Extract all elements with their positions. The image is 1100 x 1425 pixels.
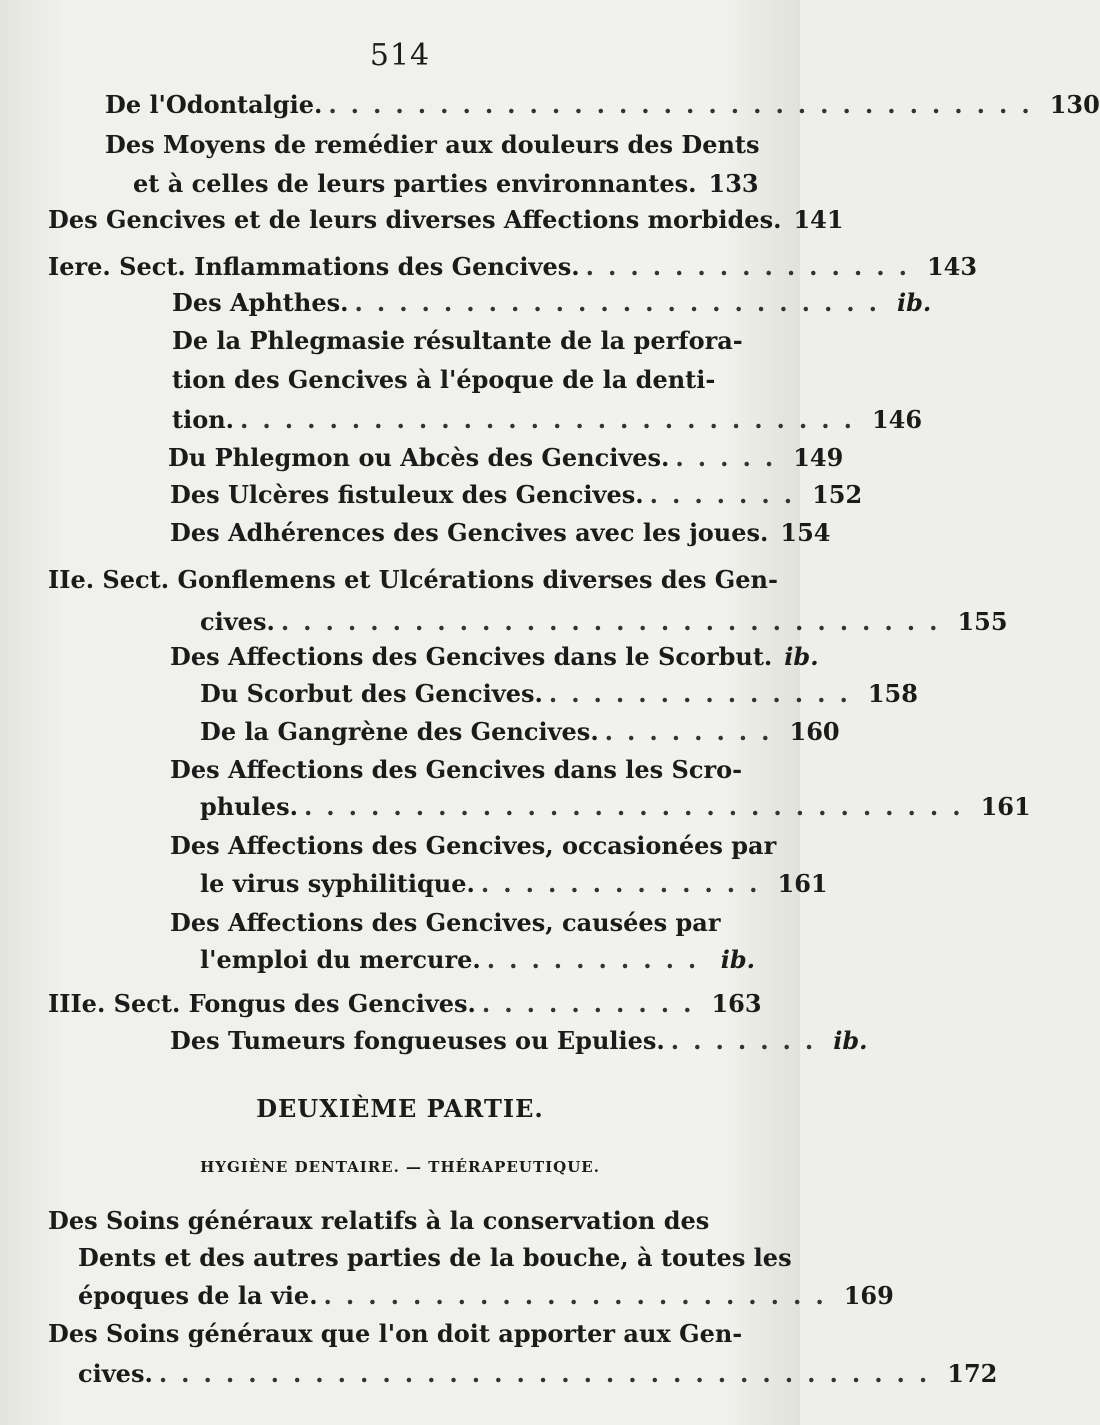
toc-line xyxy=(200,940,755,980)
toc-line xyxy=(200,787,1031,827)
toc-entry-text: Des Adhérences des Gencives avec les joues. xyxy=(170,518,769,547)
leader-dots: ..... xyxy=(675,443,788,472)
leader-dots: .............................. xyxy=(303,792,975,821)
toc-line xyxy=(48,560,778,600)
leader-dots: ........................ xyxy=(354,288,892,317)
toc-entry-text: le virus syphilitique. xyxy=(200,869,475,898)
part-heading: DEUXIÈME PARTIE. xyxy=(256,1094,544,1123)
toc-entry-text: De la Phlegmasie résultante de la perfora- xyxy=(172,326,743,355)
toc-line xyxy=(133,164,759,204)
toc-entry-text: Des Ulcères fistuleux des Gencives. xyxy=(170,480,644,509)
toc-line xyxy=(48,984,762,1024)
leader-dots: ....................... xyxy=(323,1281,838,1310)
toc-entry-text: tion des Gencives à l'époque de la denti- xyxy=(172,365,716,394)
leader-dots: ................................ xyxy=(328,90,1044,119)
toc-line xyxy=(200,674,918,714)
toc-entry-text: et à celles de leurs parties environnantes. xyxy=(133,169,697,198)
toc-line xyxy=(170,826,777,866)
toc-entry-text: Des Affections des Gencives dans le Scorbut. xyxy=(170,642,773,671)
leader-dots: .............................. xyxy=(280,607,952,636)
toc-line xyxy=(200,602,1008,642)
toc-entry-text: cives. xyxy=(200,607,275,636)
toc-line xyxy=(172,283,932,323)
toc-entry-text: De la Gangrène des Gencives. xyxy=(200,717,599,746)
toc-entry-page: 172 xyxy=(947,1359,998,1388)
toc-entry-text: Des Affections des Gencives, causées par xyxy=(170,908,721,937)
toc-entry-text: IIIe. Sect. Fongus des Gencives. xyxy=(48,989,476,1018)
toc-line xyxy=(78,1354,998,1394)
toc-line xyxy=(78,1276,894,1316)
toc-line xyxy=(170,637,819,677)
toc-entry-text: Du Phlegmon ou Abcès des Gencives. xyxy=(168,443,670,472)
leader-dots: .............. xyxy=(548,679,862,708)
toc-entry-page: 169 xyxy=(843,1281,894,1310)
toc-line xyxy=(78,1238,792,1278)
toc-entry-text: Des Tumeurs fongueuses ou Epulies. xyxy=(170,1026,665,1055)
toc-entry-page: 161 xyxy=(980,792,1031,821)
toc-entry-text: De l'Odontalgie. xyxy=(105,90,323,119)
toc-entry-text: Du Scorbut des Gencives. xyxy=(200,679,543,708)
toc-line xyxy=(168,438,844,478)
toc-entry-page: ib. xyxy=(897,288,932,317)
toc-entry-page: 155 xyxy=(957,607,1008,636)
toc-entry-text: l'emploi du mercure. xyxy=(200,945,481,974)
toc-entry-text: IIe. Sect. Gonflemens et Ulcérations diverses des Gen- xyxy=(48,565,778,594)
toc-line xyxy=(170,513,831,553)
toc-entry-page: ib. xyxy=(833,1026,868,1055)
part-subheading: HYGIÈNE DENTAIRE. — THÉRAPEUTIQUE. xyxy=(200,1158,600,1176)
toc-line xyxy=(105,125,760,165)
leader-dots: ............................ xyxy=(240,405,866,434)
toc-entry-page: 160 xyxy=(789,717,840,746)
toc-line xyxy=(200,864,828,904)
toc-entry-page: 146 xyxy=(871,405,923,434)
leader-dots: ............. xyxy=(480,869,772,898)
toc-entry-text: Des Soins généraux relatifs à la conservation des xyxy=(48,1206,710,1235)
toc-entry-page: 143 xyxy=(926,252,978,281)
leader-dots: ....... xyxy=(670,1026,828,1055)
toc-line xyxy=(170,903,755,943)
page-number: 514 xyxy=(369,38,431,73)
leader-dots: ................................... xyxy=(158,1359,942,1388)
toc-entry-page: 158 xyxy=(867,679,918,708)
toc-entry-text: Dents et des autres parties de la bouche, à toutes les xyxy=(78,1243,792,1272)
toc-entry-text: tion. xyxy=(172,405,235,434)
toc-line xyxy=(172,321,755,361)
toc-line xyxy=(48,1201,755,1241)
toc-line xyxy=(172,400,923,440)
toc-entry-page: 149 xyxy=(793,443,844,472)
toc-entry-page: 152 xyxy=(812,480,863,509)
toc-entry-text: Des Aphthes. xyxy=(172,288,349,317)
leader-dots: ........ xyxy=(604,717,784,746)
toc-entry-page: 161 xyxy=(777,869,828,898)
toc-line xyxy=(170,475,863,515)
toc-entry-text: Des Soins généraux que l'on doit apporter aux Gen- xyxy=(48,1319,743,1348)
toc-line xyxy=(48,1314,755,1354)
toc-line xyxy=(170,1021,868,1061)
leader-dots: .......... xyxy=(486,945,711,974)
toc-entry-page: ib. xyxy=(720,945,755,974)
toc-entry-text: Des Gencives et de leurs diverses Affections morbides. xyxy=(48,205,782,234)
toc-entry-page: 163 xyxy=(711,989,762,1018)
toc-entry-text: cives. xyxy=(78,1359,153,1388)
toc-entry-text: Des Affections des Gencives, occasionées par xyxy=(170,831,777,860)
toc-entry-text: Des Affections des Gencives dans les Scro- xyxy=(170,755,743,784)
toc-entry-text: époques de la vie. xyxy=(78,1281,318,1310)
toc-entry-page: 154 xyxy=(780,518,831,547)
leader-dots: ............... xyxy=(585,252,921,281)
toc-line xyxy=(200,712,840,752)
toc-line xyxy=(48,200,844,240)
toc-entry-text: Iere. Sect. Inflammations des Gencives. xyxy=(48,252,580,281)
toc-entry-text: Des Moyens de remédier aux douleurs des Dents xyxy=(105,130,760,159)
toc-entry-page: ib. xyxy=(784,642,819,671)
toc-entry-text: phules. xyxy=(200,792,298,821)
toc-line xyxy=(48,247,978,287)
leader-dots: .......... xyxy=(481,989,706,1018)
toc-entry-page: 133 xyxy=(708,169,759,198)
toc-line xyxy=(105,85,1100,125)
toc-line xyxy=(170,750,755,790)
toc-entry-page: 130 xyxy=(1049,90,1100,119)
toc-line xyxy=(172,360,755,400)
toc-entry-page: 141 xyxy=(793,205,844,234)
leader-dots: ....... xyxy=(649,480,807,509)
